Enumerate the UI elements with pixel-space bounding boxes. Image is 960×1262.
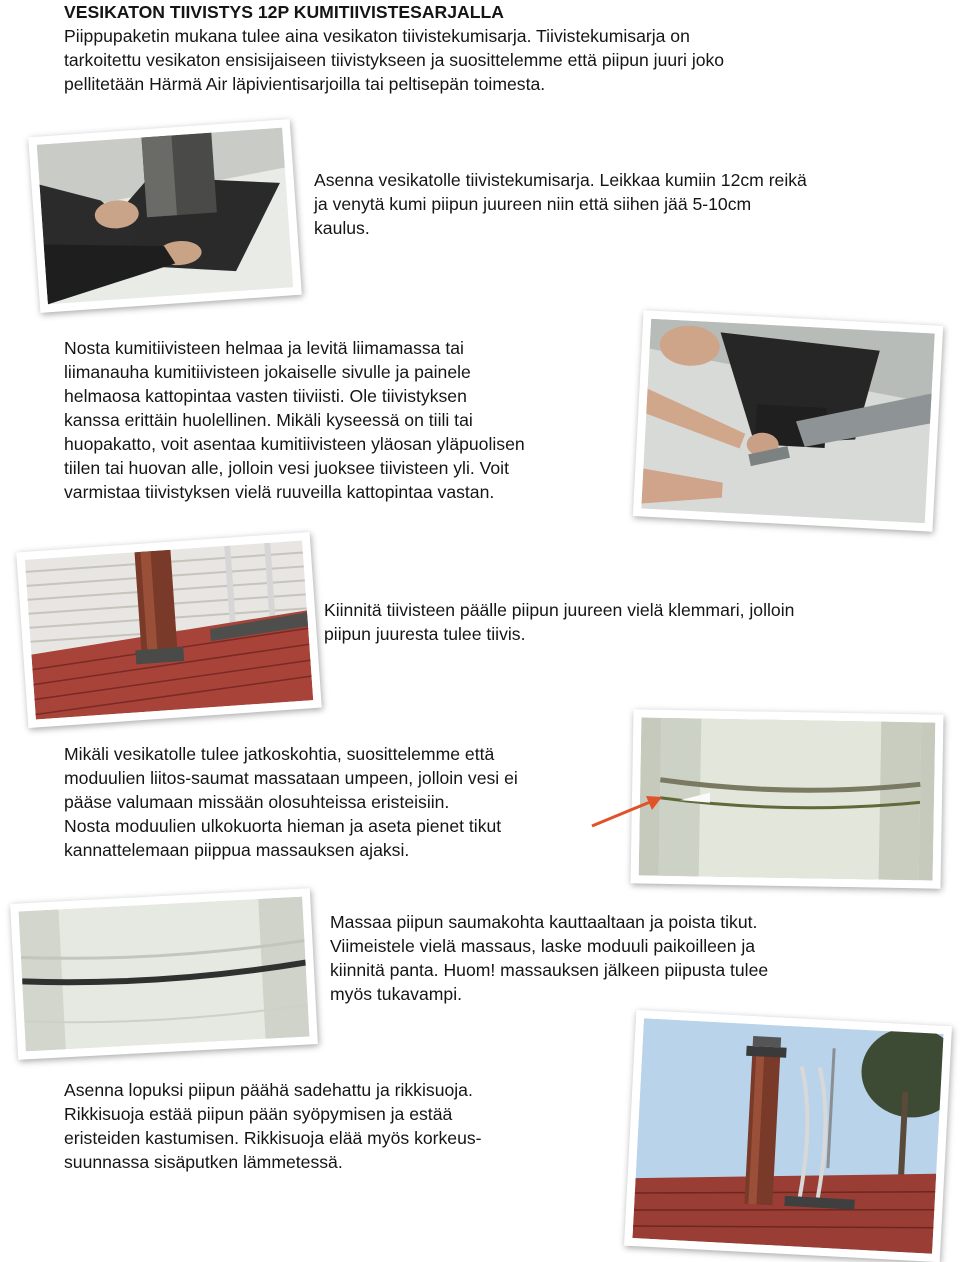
photo-glue-application — [633, 310, 943, 531]
chimney-clamp-image — [25, 540, 313, 719]
step-line: Asenna lopuksi piipun päähä sadehattu ja rikkisuoja. — [64, 1080, 473, 1100]
step-line: ja venytä kumi piipun juureen niin että siihen jää 5-10cm — [314, 194, 752, 214]
photo-chimney-clamp — [16, 532, 322, 728]
step-line: huopakatto, voit asentaa kumitiivisteen yläosan yläpuolisen — [64, 434, 525, 454]
step-line: kanssa erittäin huolellinen. Mikäli kyseessä on tiili tai — [64, 410, 473, 430]
intro-section — [64, 0, 894, 96]
module-seam-image — [639, 717, 936, 880]
step-line: Massaa piipun saumakohta kauttaaltaan ja poista tikut. — [330, 912, 758, 932]
step-1-text — [314, 168, 914, 240]
step-line: Mikäli vesikatolle tulee jatkoskohtia, suosittelemme että — [64, 744, 495, 764]
step-line: pääse valumaan missään olosuhteissa eristeisiin. — [64, 792, 450, 812]
step-line: kiinnitä panta. Huom! massauksen jälkeen piipusta tulee — [330, 960, 769, 980]
photo-rain-cap — [624, 1010, 952, 1262]
step-line: kannattelemaan piippua massauksen ajaksi. — [64, 840, 410, 860]
step-line: piipun juuresta tulee tiivis. — [324, 624, 526, 644]
step-line: suunnassa sisäputken lämmetessä. — [64, 1152, 343, 1172]
rain-cap-image — [632, 1018, 943, 1253]
step-line: eristeiden kastumisen. Rikkisuoja elää myös korkeus- — [64, 1128, 482, 1148]
sealed-seam-image — [19, 897, 310, 1052]
step-line: tiilen tai huovan alle, jolloin vesi juoksee tiivisteen yli. Voit — [64, 458, 509, 478]
step-line: varmistaa tiivistyksen vielä ruuveilla kattopintaa vastan. — [64, 482, 495, 502]
step-4-text — [64, 742, 624, 862]
step-line: Asenna vesikatolle tiivistekumisarja. Leikkaa kumiin 12cm reikä — [314, 170, 807, 190]
intro-line: tarkoitettu vesikaton ensisijaiseen tiivistykseen ja suosittelemme että piipun juuri joko — [64, 50, 725, 70]
red-arrow-icon — [588, 792, 668, 832]
step-line: helmaosa kattopintaa vasten tiiviisti. Ole tiivistyksen — [64, 386, 467, 406]
step-line: kaulus. — [314, 218, 370, 238]
step-line: Nosta moduulien ulkokuorta hieman ja aseta pienet tikut — [64, 816, 502, 836]
step-line: myös tukavampi. — [330, 984, 462, 1004]
step-2-text — [64, 336, 624, 504]
step-line: moduulien liitos-saumat massataan umpeen, jolloin vesi ei — [64, 768, 518, 788]
rubber-installation-image — [37, 128, 294, 305]
step-6-text — [64, 1078, 604, 1174]
page-title: VESIKATON TIIVISTYS 12P KUMITIIVISTESARJALLA — [64, 2, 504, 22]
step-line: Rikkisuoja estää piipun pään syöpymisen ja estää — [64, 1104, 453, 1124]
step-5-text — [330, 910, 920, 1006]
step-line: liimanauha kumitiivisteen jokaiselle sivulle ja painele — [64, 362, 471, 382]
step-line: Nosta kumitiivisteen helmaa ja levitä liimamassa tai — [64, 338, 464, 358]
photo-rubber-installation — [28, 119, 302, 313]
step-line: Viimeistele vielä massaus, laske moduuli paikoilleen ja — [330, 936, 756, 956]
photo-module-seam — [631, 709, 944, 888]
glue-application-image — [641, 319, 935, 524]
intro-line: pellitetään Härmä Air läpivientisarjoilla tai peltisepän toimesta. — [64, 74, 546, 94]
step-3-text — [324, 598, 924, 646]
step-line: Kiinnitä tiivisteen päälle piipun juureen vielä klemmari, jolloin — [324, 600, 795, 620]
photo-sealed-seam — [10, 888, 318, 1059]
intro-line: Piippupaketin mukana tulee aina vesikaton tiivistekumisarja. Tiivistekumisarja on — [64, 26, 690, 46]
